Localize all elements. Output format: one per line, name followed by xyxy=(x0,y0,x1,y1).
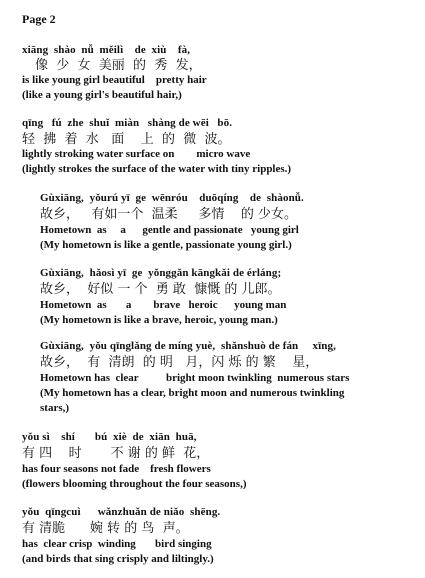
gloss-line: lightly stroking water surface on micro wave xyxy=(22,148,251,160)
gloss-line: Hometown has clear bright moon twinkling numerous stars xyxy=(40,372,350,384)
pinyin-line: Gùxiāng, yǒu qīnglǎng de míng yuè, shǎnshuò de fán xīng, xyxy=(40,340,336,352)
gloss-line: Hometown as a brave heroic young man xyxy=(40,299,287,311)
pinyin-line: yǒu sì shí bú xiè de xiān huā, xyxy=(22,431,197,443)
chinese-line: 像 少 女 美丽 的 秀 发， xyxy=(35,58,202,73)
pinyin-line: qīng fú zhe shuǐ miàn shàng de wēi bō. xyxy=(22,117,233,129)
translation-line-continued: stars,) xyxy=(40,402,70,414)
translation-line: (My hometown has a clear, bright moon and numerous twinkling xyxy=(40,387,345,399)
chinese-line: 故乡， 有 清朗 的 明 月，闪 烁 的 繁 星， xyxy=(40,355,319,370)
translation-line: (flowers blooming throughout the four seasons,) xyxy=(22,478,247,490)
chinese-line: 故乡， 好似 一 个 勇 敢 慷慨 的 儿郎。 xyxy=(40,282,281,297)
gloss-line: Hometown as a gentle and passionate young girl xyxy=(40,224,299,236)
chinese-line: 有 清脆 婉 转 的 鸟 声。 xyxy=(22,521,189,536)
gloss-line: has clear crisp winding bird singing xyxy=(22,538,212,550)
pinyin-line: yǒu qīngcuì wǎnzhuǎn de niǎo shēng. xyxy=(22,506,221,518)
translation-line: (and birds that sing crisply and liltingly.) xyxy=(22,553,214,565)
translation-line: (lightly strokes the surface of the water with tiny ripples.) xyxy=(22,163,292,175)
translation-line: (My hometown is like a gentle, passionate young girl.) xyxy=(40,239,292,251)
translation-line: (My hometown is like a brave, heroic, young man.) xyxy=(40,314,278,326)
page-number: Page 2 xyxy=(22,12,56,26)
pinyin-line: Gùxiāng, hǎosì yī ge yǒnggǎn kāngkǎi de érláng; xyxy=(40,267,282,279)
chinese-line: 有 四 时 不 谢 的 鲜 花， xyxy=(22,446,210,461)
chinese-line: 轻 拂 着 水 面 上 的 微 波。 xyxy=(22,132,231,147)
gloss-line: has four seasons not fade fresh flowers xyxy=(22,463,211,475)
gloss-line: is like young girl beautiful pretty hair xyxy=(22,74,207,86)
pinyin-line: Gùxiāng, yǒurú yī ge wēnróu duōqíng de shàonǚ. xyxy=(40,192,304,204)
chinese-line: 故乡， 有如一个 温柔 多情 的 少女。 xyxy=(40,207,297,222)
translation-line: (like a young girl's beautiful hair,) xyxy=(22,89,182,101)
pinyin-line: xiāng shào nǚ měilì de xiù fà, xyxy=(22,44,191,56)
